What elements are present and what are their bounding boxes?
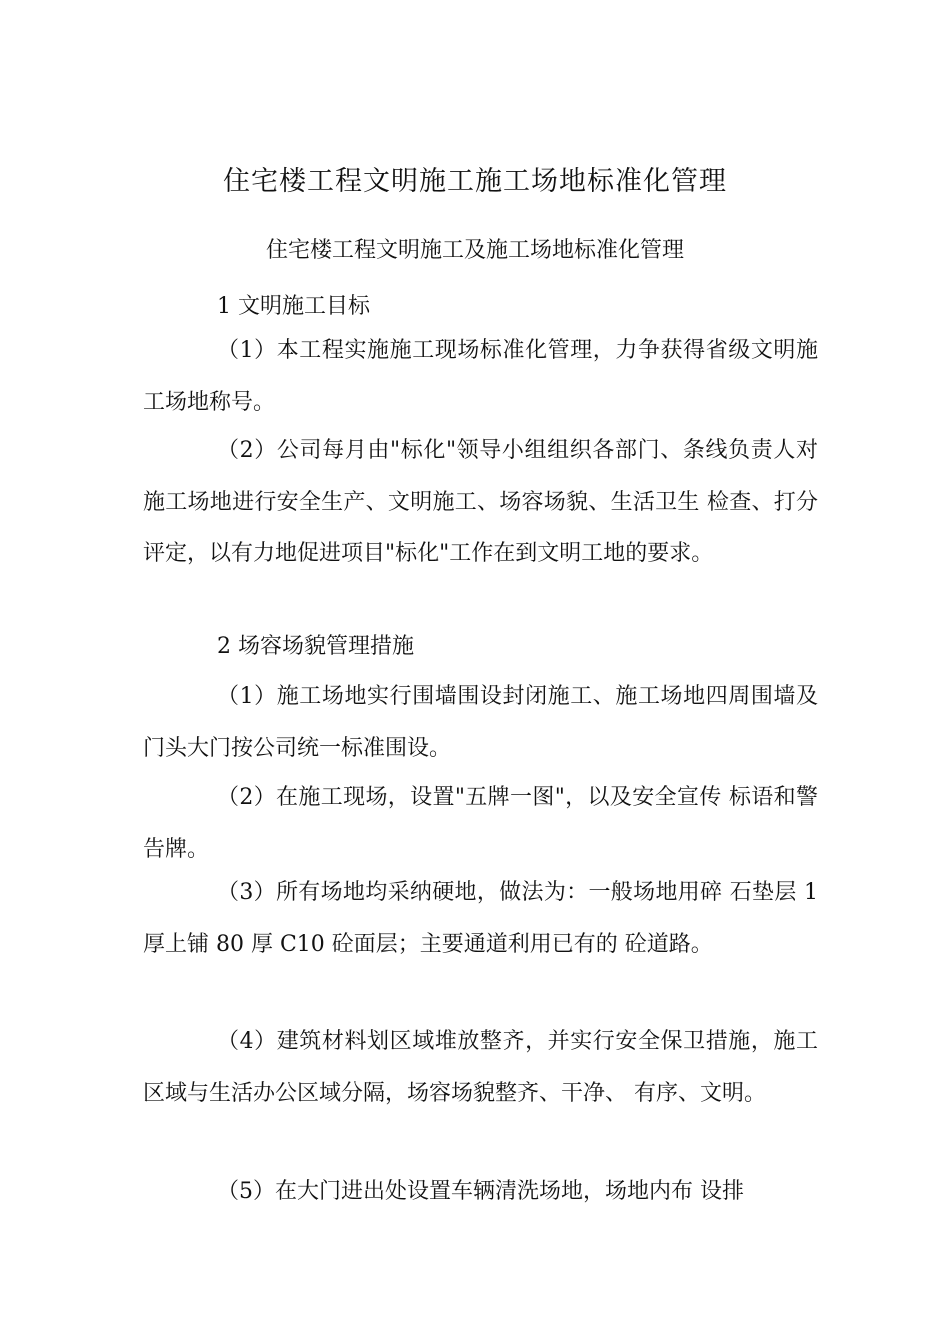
- paragraph: （3）所有场地均采纳硬地，做法为：一般场地用碎 石垫层 1 厚上铺 80 厚 C10 砼面层；主要通道利用已有的 砼道路。: [143, 880, 818, 957]
- section-heading-2: 2 场容场貌管理措施: [217, 634, 414, 659]
- section-heading-1: 1 文明施工目标: [217, 294, 370, 319]
- document-subtitle: 住宅楼工程文明施工及施工场地标准化管理: [265, 238, 684, 263]
- paragraph: （2）在施工现场，设置"五牌一图"，以及安全宣传 标语和警告牌。: [143, 785, 818, 862]
- paragraph: （1）本工程实施施工现场标准化管理，力争获得省级文明施工场地称号。: [143, 338, 818, 415]
- paragraph: （4）建筑材料划区域堆放整齐，并实行安全保卫措施，施工区域与生活办公区域分隔，场容场貌整齐、干净、 有序、文明。: [143, 1029, 818, 1106]
- document-title: 住宅楼工程文明施工施工场地标准化管理: [223, 166, 727, 197]
- paragraph: （5）在大门进出处设置车辆清洗场地，场地内布 设排: [217, 1179, 744, 1204]
- paragraph: （2）公司每月由"标化"领导小组组织各部门、条线负责人对施工场地进行安全生产、文明施工、场容场貌、生活卫生 检查、打分评定，以有力地促进项目"标化"工作在到文明工地的要求。: [143, 438, 818, 566]
- paragraph: （1）施工场地实行围墙围设封闭施工、施工场地四周围墙及 门头大门按公司统一标准围设。: [143, 684, 818, 761]
